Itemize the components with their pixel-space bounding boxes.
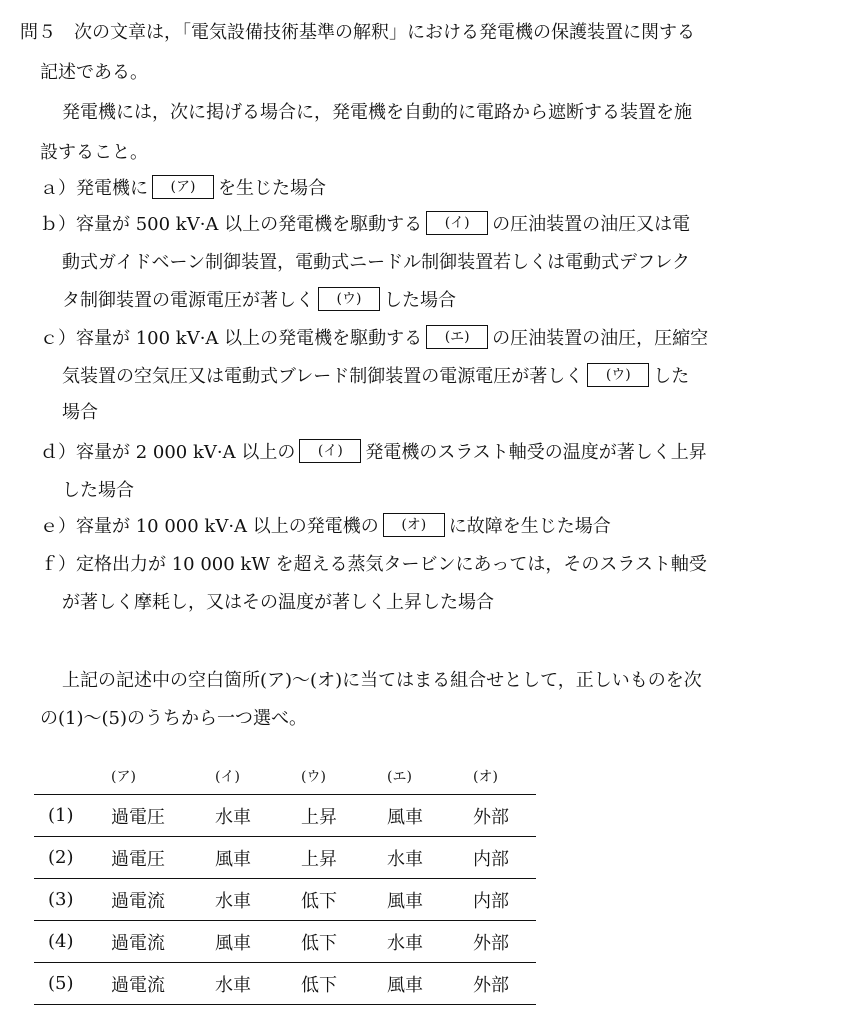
table-row [34, 795, 536, 837]
item-c-pre: ｃ）容量が 100 kV·A 以上の発電機を駆動する [40, 328, 423, 349]
cell: 風車 [214, 837, 300, 879]
option-number: (1) [34, 795, 105, 837]
item-e [40, 514, 611, 540]
header-cell: (イ) [215, 769, 240, 785]
item-f-line-1: ｆ）定格出力が 10 000 kW を超える蒸気タービンにあっては，そのスラスト軸受 [40, 554, 707, 575]
item-c-line-2 [62, 364, 689, 390]
header-cell [34, 758, 105, 795]
item-b-post: の圧油装置の油圧又は電 [492, 214, 691, 235]
cell: 水車 [214, 963, 300, 1005]
table-row [34, 837, 536, 879]
cell: 上昇 [300, 795, 386, 837]
item-c2-pre: 気装置の空気圧又は電動式ブレード制御装置の電源電圧が著しく [62, 366, 584, 387]
cell: 内部 [472, 879, 536, 921]
cell: 水車 [386, 837, 472, 879]
blank-a: (ア) [152, 175, 214, 199]
item-e-post: に故障を生じた場合 [448, 516, 611, 537]
cell: 内部 [472, 837, 536, 879]
answer-table [34, 758, 536, 1005]
item-b-line-1 [40, 212, 690, 238]
cell: 水車 [214, 879, 300, 921]
blank-c-e: (エ) [426, 325, 488, 349]
item-b3-post: した場合 [384, 290, 456, 311]
item-c-post: の圧油装置の油圧，圧縮空 [492, 328, 709, 349]
header-cell: (ウ) [301, 769, 326, 785]
cell: 外部 [472, 963, 536, 1005]
blank-d-i: (イ) [299, 439, 361, 463]
item-b3-pre: タ制御装置の電源電圧が著しく [62, 290, 314, 311]
question-line-4: 設すること。 [40, 142, 148, 163]
cell: 外部 [472, 795, 536, 837]
item-d-pre: ｄ）容量が 2 000 kV·A 以上の [40, 442, 296, 463]
table-row [34, 963, 536, 1005]
cell: 過電圧 [105, 837, 214, 879]
item-c2-post: した [653, 366, 690, 387]
blank-b-i: (イ) [426, 211, 488, 235]
blank-b-u: (ウ) [318, 287, 380, 311]
item-e-pre: ｅ）容量が 10 000 kV·A 以上の発電機の [40, 516, 379, 537]
cell: 水車 [214, 795, 300, 837]
item-b-line-3 [62, 288, 456, 314]
cell: 過電流 [105, 963, 214, 1005]
item-a [40, 176, 326, 202]
cell: 水車 [386, 921, 472, 963]
header-cell: (オ) [473, 769, 498, 785]
item-b-pre: ｂ）容量が 500 kV·A 以上の発電機を駆動する [40, 214, 423, 235]
cell: 風車 [386, 879, 472, 921]
item-b-line-2: 動式ガイドベーン制御装置，電動式ニードル制御装置若しくは電動式デフレク [62, 252, 691, 273]
cell: 過電流 [105, 921, 214, 963]
item-c-line-3: 場合 [62, 402, 98, 423]
cell: 低下 [300, 921, 386, 963]
question-line-3: 発電機には，次に掲げる場合に，発電機を自動的に電路から遮断する装置を施 [62, 102, 692, 123]
answer-table-header [34, 758, 536, 795]
cell: 外部 [472, 921, 536, 963]
item-a-pre: ａ）発電機に [40, 178, 148, 199]
option-number: (2) [34, 837, 105, 879]
instruction-line-1: 上記の記述中の空白箇所(ア)～(オ)に当てはまる組合せとして，正しいものを次 [62, 670, 702, 691]
header-cell: (ア) [111, 769, 136, 785]
cell: 風車 [386, 963, 472, 1005]
item-f-line-2: が著しく摩耗し，又はその温度が著しく上昇した場合 [62, 592, 494, 613]
option-number: (3) [34, 879, 105, 921]
header-cell: (エ) [387, 769, 412, 785]
cell: 低下 [300, 963, 386, 1005]
cell: 低下 [300, 879, 386, 921]
instruction-line-2: の(1)～(5)のうちから一つ選べ。 [40, 708, 307, 729]
cell: 風車 [386, 795, 472, 837]
table-row [34, 879, 536, 921]
item-c-line-1 [40, 326, 708, 352]
cell: 上昇 [300, 837, 386, 879]
item-a-post: を生じた場合 [218, 178, 326, 199]
item-d-post: 発電機のスラスト軸受の温度が著しく上昇 [365, 442, 707, 463]
cell: 風車 [214, 921, 300, 963]
item-d-line-2: した場合 [62, 480, 134, 501]
table-row [34, 921, 536, 963]
question-line-1: 問５ 次の文章は，「電気設備技術基準の解釈」における発電機の保護装置に関する [20, 22, 695, 43]
option-number: (4) [34, 921, 105, 963]
cell: 過電流 [105, 879, 214, 921]
option-number: (5) [34, 963, 105, 1005]
blank-c-u: (ウ) [587, 363, 649, 387]
blank-e-o: (オ) [383, 513, 445, 537]
item-d-line-1 [40, 440, 707, 466]
question-line-2: 記述である。 [40, 62, 148, 83]
cell: 過電圧 [105, 795, 214, 837]
